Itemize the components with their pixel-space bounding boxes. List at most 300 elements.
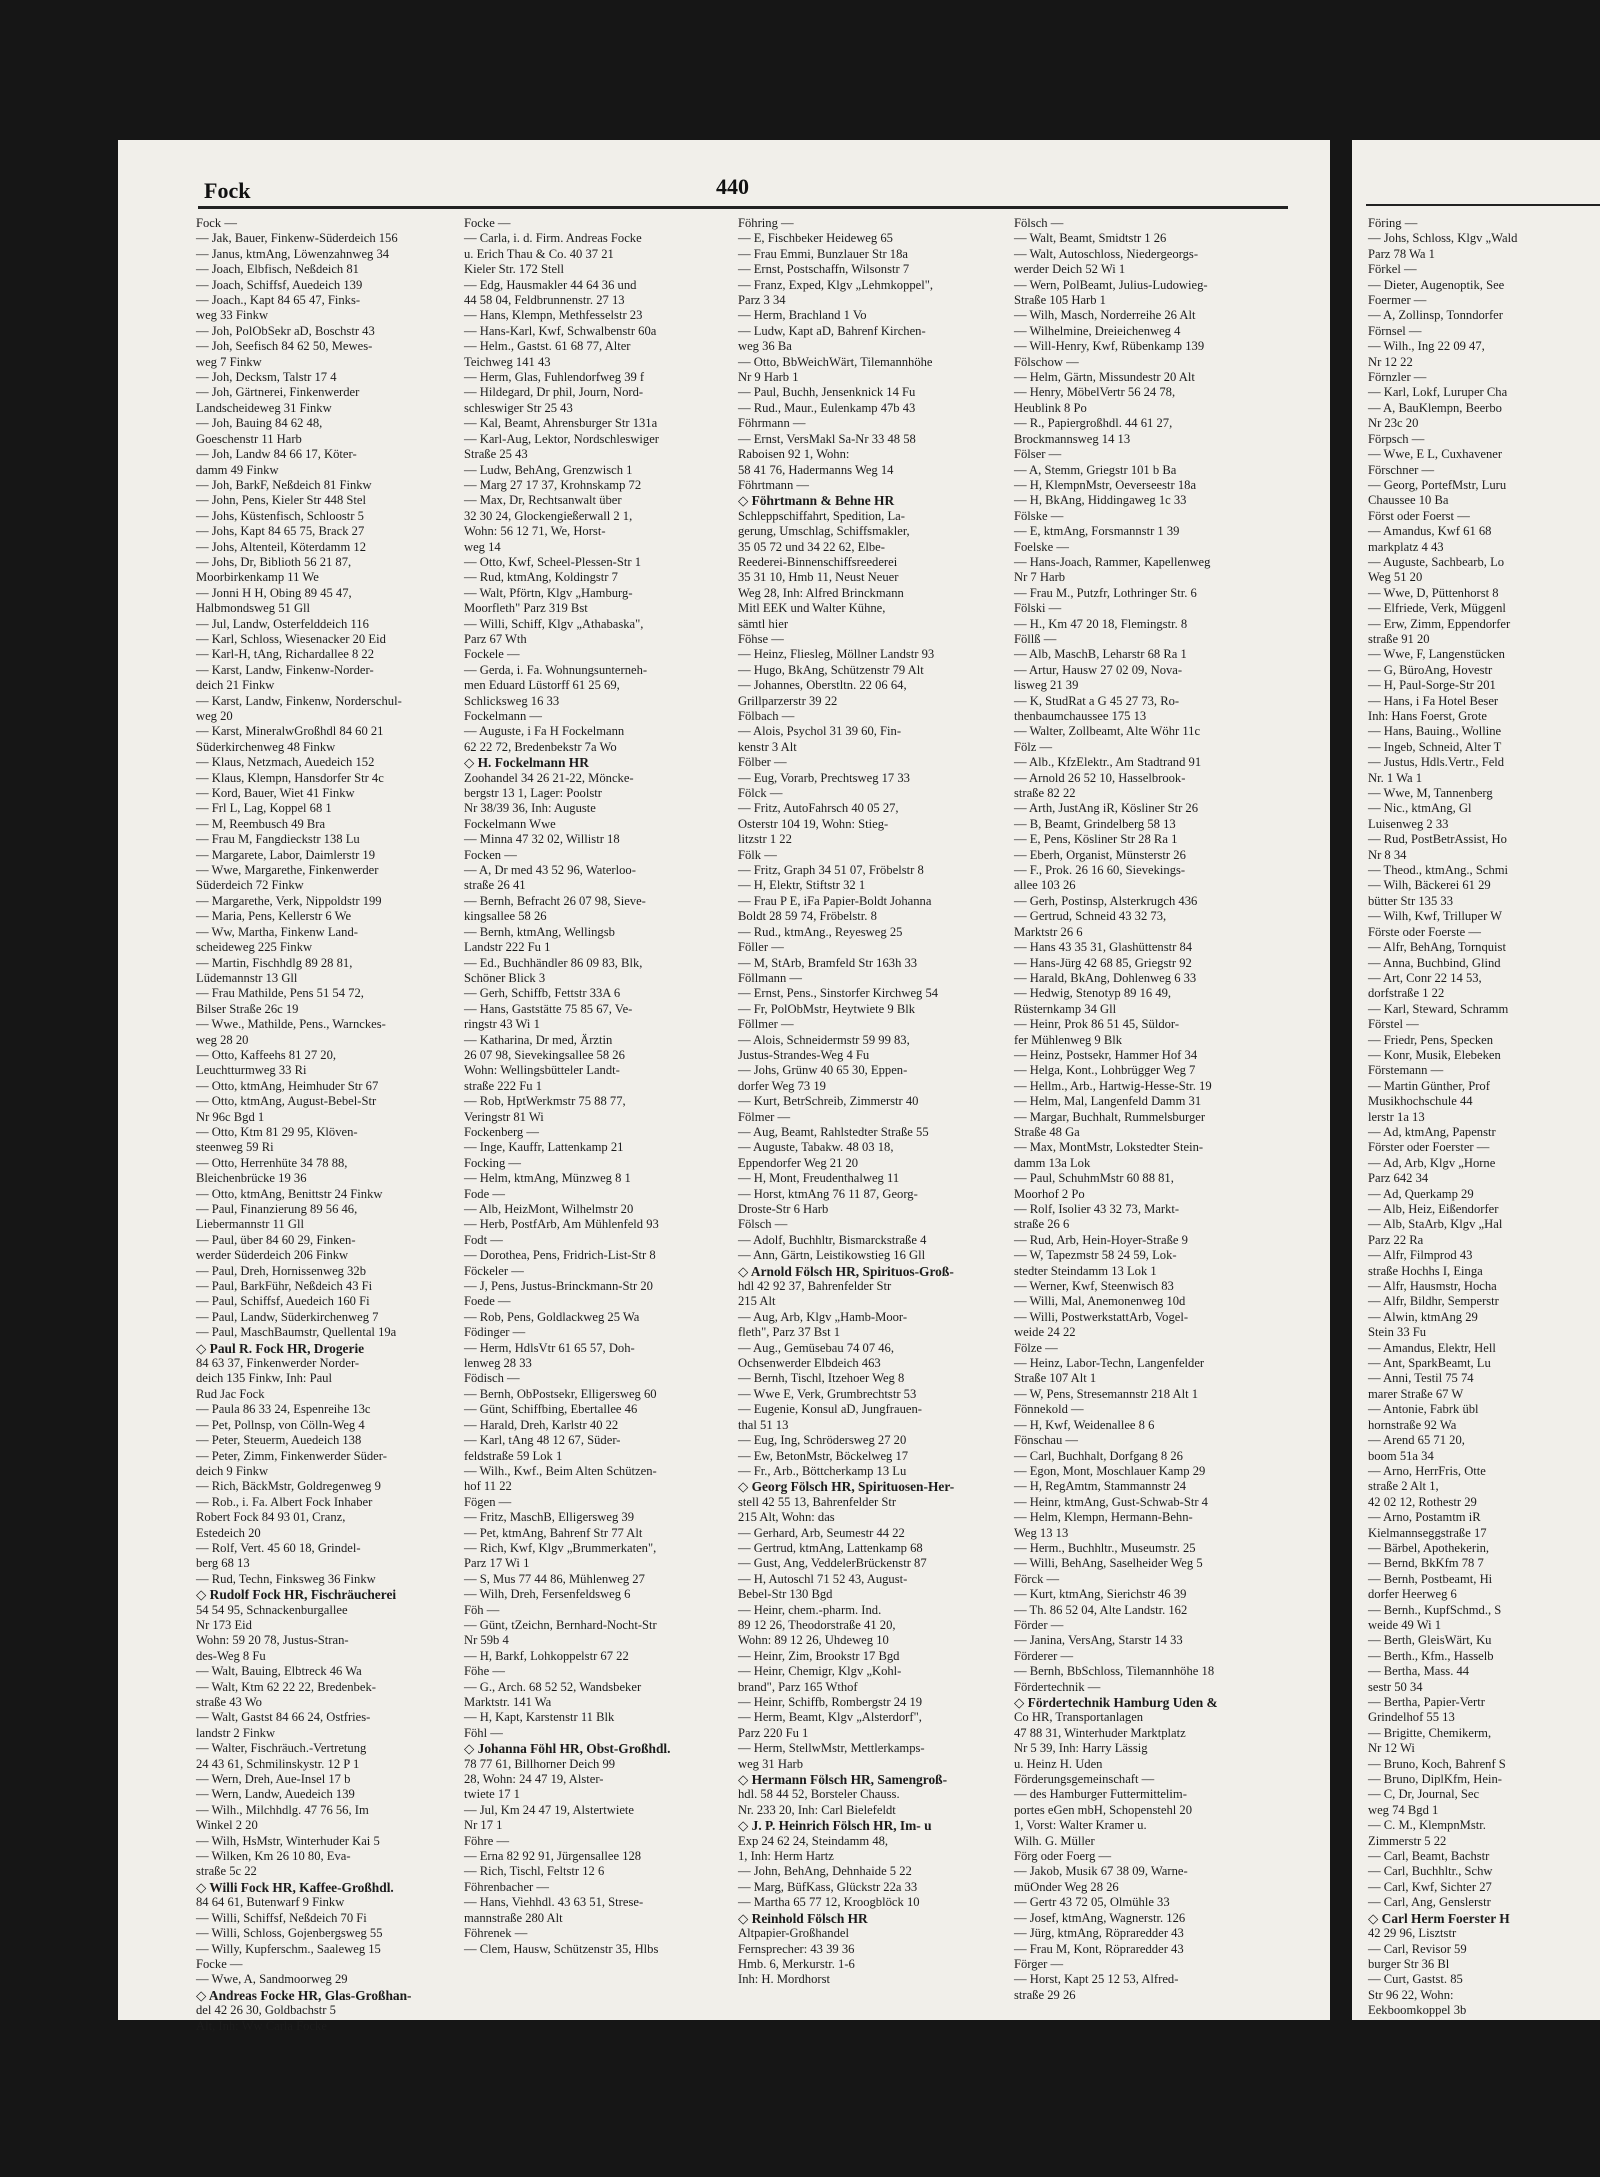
directory-line: — Arend 65 71 20, [1368, 1433, 1465, 1448]
directory-line: — Willi, BehAng, Saselheider Weg 5 [1014, 1556, 1203, 1571]
directory-line: — Rob, HptWerkmstr 75 88 77, [464, 1094, 626, 1109]
directory-line: — Georg, PortefMstr, Luru [1368, 477, 1507, 492]
directory-line: sämtl hier [738, 616, 789, 631]
directory-line: weg 74 Bgd 1 [1368, 1802, 1439, 1817]
directory-line: ◇ Andreas Focke HR, Glas-Großhan- [196, 1987, 412, 2003]
directory-line: — H, Mont, Freudenthalweg 11 [738, 1171, 900, 1186]
directory-line: — A, BauKlempn, Beerbo [1368, 400, 1502, 415]
directory-line: — Wilh, Kwf, Trilluper W [1368, 909, 1503, 924]
directory-line: — Jak, Bauer, Finkenw-Süderdeich 156 [196, 231, 398, 246]
directory-line: Schlicksweg 16 33 [464, 693, 560, 708]
directory-line: steenweg 59 Ri [196, 1140, 274, 1155]
directory-line: — H, KlempnMstr, Oeverseestr 18a [1014, 477, 1197, 492]
directory-line: Föckeler — [464, 1263, 524, 1278]
directory-line: — Rich, BäckMstr, Goldregenweg 9 [196, 1479, 381, 1494]
directory-line: Straße 25 43 [464, 447, 528, 462]
directory-line: — Helm, Klempn, Hermann-Behn- [1014, 1510, 1193, 1525]
directory-line: — Joh, Gärtnerei, Finkenwerder [196, 385, 360, 400]
directory-line: Liebermannstr 11 Gll [196, 1217, 304, 1232]
directory-line: — Anni, Testil 75 74 [1368, 1371, 1474, 1386]
directory-line: Fölski — [1014, 601, 1062, 616]
directory-line: ◇ Willi Fock HR, Kaffee-Großhdl. [196, 1879, 394, 1895]
directory-line: — G, BüroAng, Hovestr [1368, 662, 1493, 677]
directory-line: — Fritz, Graph 34 51 07, Fröbelstr 8 [738, 863, 924, 878]
directory-line: Mitl EEK und Walter Kühne, [738, 601, 886, 616]
directory-line: 42 02 12, Rothestr 29 [1368, 1494, 1477, 1509]
directory-line: — Pet, ktmAng, Bahrenf Str 77 Alt [464, 1525, 643, 1540]
directory-line: — Wilh., Milchhdlg. 47 76 56, Im [196, 1802, 369, 1817]
directory-line: — Otto, ktmAng, August-Bebel-Str [196, 1094, 377, 1109]
directory-line: — Arno, HerrFris, Otte [1368, 1463, 1486, 1478]
directory-line: Föhre — [464, 1833, 510, 1848]
directory-line: straße Hochhs I, Einga [1368, 1263, 1483, 1278]
directory-line: — Ernst, Postschaffn, Wilsonstr 7 [738, 262, 910, 277]
directory-line: — Paul, BarkFühr, Neßdeich 43 Fi [196, 1279, 373, 1294]
directory-line: 1, Inh: Herm Hartz [738, 1849, 834, 1864]
directory-line: Fockelmann — [464, 709, 542, 723]
directory-line: Fönschau — [1014, 1433, 1079, 1448]
directory-line: — Helm, Gärtn, Missundestr 20 Alt [1014, 370, 1195, 385]
directory-line: — Kurt, BetrSchreib, Zimmerstr 40 [738, 1094, 919, 1109]
directory-line: — Karst, Landw, Finkenw-Norder- [196, 662, 374, 677]
directory-line: — Paul, Schiffsf, Auedeich 160 Fi [196, 1294, 370, 1309]
directory-line: — Bruno, Koch, Bahrenf S [1368, 1756, 1506, 1771]
directory-line: Wohn: 56 12 71, We, Horst- [464, 524, 606, 539]
directory-line: — Wilh, Masch, Norderreihe 26 Alt [1014, 308, 1196, 323]
directory-line: Droste-Str 6 Harb [738, 1202, 829, 1216]
directory-line: gerung, Umschlag, Schiffsmakler, [738, 524, 910, 539]
directory-line: — Fr, PolObMstr, Heytwiete 9 Blk [738, 1001, 916, 1016]
directory-line: — Wwe, F, Langenstücken [1368, 647, 1505, 662]
directory-line: — Walt, Pförtn, Klgv „Hamburg- [464, 585, 633, 600]
directory-line: — Alb, Heiz, Eißendorfer [1368, 1202, 1499, 1216]
directory-line: — Joach, Schiffsf, Auedeich 139 [196, 277, 363, 292]
directory-line: — Marg, BüfKass, Glückstr 22a 33 [738, 1879, 918, 1894]
directory-line: weg 36 Ba [738, 339, 792, 354]
directory-line: Fölske — [1014, 508, 1064, 523]
directory-line: Boldt 28 59 74, Fröbelstr. 8 [738, 909, 877, 924]
directory-line: — Frau Mathilde, Pens 51 54 72, [196, 986, 364, 1001]
directory-line: 32 30 24, Glockengießerwall 2 1, [464, 508, 633, 523]
directory-line: — Bernh, Befracht 26 07 98, Sieve- [464, 893, 646, 908]
directory-line: — Max, MontMstr, Lokstedter Stein- [1014, 1140, 1204, 1155]
directory-line: — Ww, Martha, Finkenw Land- [196, 924, 358, 939]
directory-line: Stein 33 Fu [1368, 1325, 1427, 1340]
directory-line: — Wern, PolBeamt, Julius-Ludowieg- [1014, 277, 1208, 292]
directory-line: u. Heinz H. Uden [1014, 1756, 1103, 1771]
directory-line: — Hans 43 35 31, Glashüttenstr 84 [1014, 940, 1193, 955]
directory-line: — Katharina, Dr med, Ärztin [464, 1032, 613, 1047]
directory-line: — Johannes, Oberstltn. 22 06 64, [738, 678, 907, 693]
directory-line: — Alb, HeizMont, Wilhelmstr 20 [464, 1202, 634, 1216]
directory-line: — Rud, Techn, Finksweg 36 Finkw [196, 1571, 376, 1586]
directory-line: — Rud., ktmAng., Reyesweg 25 [738, 924, 903, 939]
directory-line: Förster oder Foerster — [1368, 1140, 1490, 1155]
directory-line: damm 13a Lok [1014, 1155, 1091, 1170]
directory-line: Fockelmann Wwe [464, 816, 556, 831]
directory-line: — Jul, Landw, Osterfelddeich 116 [196, 616, 369, 631]
directory-line: — Carl, Buchhltr., Schw [1368, 1864, 1493, 1879]
directory-line: — Wern, Dreh, Aue-Insel 17 b [196, 1772, 351, 1787]
directory-line: — E, Fischbeker Heideweg 65 [738, 231, 893, 246]
directory-line: — Pet, Pollnsp, von Cölln-Weg 4 [196, 1417, 365, 1432]
directory-line: — Hans-Jürg 42 68 85, Griegstr 92 [1014, 955, 1192, 970]
directory-line: hdl. 58 44 52, Borsteler Chauss. [738, 1787, 900, 1802]
directory-line: — Martha 65 77 12, Kroogblöck 10 [738, 1895, 920, 1910]
directory-line: — Peter, Zimm, Finkenwerder Süder- [196, 1448, 387, 1463]
directory-line: — J, Pens, Justus-Brinckmann-Str 20 [464, 1279, 653, 1294]
directory-line: — Rud., Maur., Eulenkamp 47b 43 [738, 400, 916, 415]
directory-line: werder Deich 52 Wi 1 [1014, 262, 1126, 277]
directory-line: Bebel-Str 130 Bgd [738, 1587, 833, 1602]
column-3 [738, 216, 1008, 1996]
directory-line: Justus-Strandes-Weg 4 Fu [738, 1047, 870, 1062]
directory-line: — Adolf, Buchhltr, Bismarckstraße 4 [738, 1232, 927, 1247]
directory-line: Förstemann — [1368, 1063, 1444, 1078]
directory-line: — Alwin, ktmAng 29 [1368, 1309, 1478, 1324]
directory-line: ◇ H. Fockelmann HR [464, 755, 589, 771]
directory-line: — Wwe, D, Püttenhorst 8 [1368, 585, 1499, 600]
directory-line: — Hans, i Fa Hotel Beser [1368, 693, 1499, 708]
directory-line: Rüsternkamp 34 Gll [1014, 1001, 1117, 1016]
directory-line: — Paul, Landw, Süderkirchenweg 7 [196, 1309, 379, 1324]
directory-line: — Wern, Landw, Auedeich 139 [196, 1787, 355, 1802]
directory-line: — Ant, SparkBeamt, Lu [1368, 1356, 1491, 1371]
column-4 [1014, 216, 1290, 2002]
directory-line: straße 26 41 [464, 878, 526, 893]
directory-line: — Peter, Steuerm, Auedeich 138 [196, 1433, 362, 1448]
directory-line: — Joach., Kapt 84 65 47, Finks- [196, 293, 361, 308]
directory-line: Fölser — [1014, 447, 1062, 462]
directory-line: landstr 2 Finkw [196, 1725, 276, 1740]
directory-line: straße 26 6 [1014, 1217, 1070, 1232]
directory-line: Fördertechnik — [1014, 1679, 1101, 1694]
directory-line: Parz 17 Wi 1 [464, 1556, 530, 1571]
directory-line: — Artur, Hausw 27 02 09, Nova- [1014, 662, 1183, 677]
directory-line: — Wwe, A, Sandmoorweg 29 [196, 1972, 348, 1987]
directory-line: Zoohandel 34 26 21-22, Möncke- [464, 770, 634, 785]
directory-line: — Walt, Ktm 62 22 22, Bredenbek- [196, 1679, 376, 1694]
directory-line: berg 68 13 [196, 1556, 250, 1571]
directory-line: ◇ Georg Fölsch HR, Spirituosen-Her- [738, 1479, 955, 1495]
directory-line: Bilser Straße 26c 19 [196, 1001, 299, 1016]
directory-line: — Gerh, Postinsp, Alsterkrugch 436 [1014, 893, 1198, 908]
directory-line: — Karl, Lokf, Luruper Cha [1368, 385, 1508, 400]
directory-line: — H, Barkf, Lohkoppelstr 67 22 [464, 1648, 629, 1663]
directory-line: — Ludw, Kapt aD, Bahrenf Kirchen- [738, 323, 926, 338]
column-5 [1368, 216, 1600, 2018]
directory-line: Kieler Str. 172 Stell [464, 262, 565, 277]
directory-line: — Gerhard, Arb, Seumestr 44 22 [738, 1525, 905, 1540]
directory-line: — Aug, Beamt, Rahlstedter Straße 55 [738, 1124, 929, 1139]
directory-line: — Alb, MaschB, Leharstr 68 Ra 1 [1014, 647, 1187, 662]
directory-line: — Clem, Hausw, Schützenstr 35, Hlbs [464, 1941, 659, 1956]
directory-line: — Edg, Hausmakler 44 64 36 und [464, 277, 637, 292]
directory-line: 35 31 10, Hmb 11, Neust Neuer [738, 570, 899, 585]
directory-line: — Jul, Km 24 47 19, Alstertwiete [464, 1802, 635, 1817]
directory-line: Halbmondsweg 51 Gll [196, 601, 311, 616]
directory-line: — Hans, Gaststätte 75 85 67, Ve- [464, 1001, 633, 1016]
directory-line: — Heinr, chem.-pharm. Ind. [738, 1602, 882, 1617]
directory-line: Veringstr 81 Wi [464, 1109, 544, 1124]
directory-line: — Brigitte, Chemikerm, [1368, 1725, 1492, 1740]
directory-line: — Margar, Buchhalt, Rummelsburger [1014, 1109, 1206, 1124]
directory-line: — Otto, Kwf, Scheel-Plessen-Str 1 [464, 554, 641, 569]
directory-line: — Herb, PostfArb, Am Mühlenfeld 93 [464, 1217, 659, 1232]
directory-line: — Willy, Kupferschm., Saaleweg 15 [196, 1941, 381, 1956]
directory-line: — Frau M, Fangdieckstr 138 Lu [196, 832, 360, 847]
directory-line: — Dorothea, Pens, Fridrich-List-Str 8 [464, 1248, 656, 1263]
directory-line: — Henry, MöbelVertr 56 24 78, [1014, 385, 1176, 400]
directory-line: — S, Mus 77 44 86, Mühlenweg 27 [464, 1571, 645, 1586]
directory-line: Fölber — [738, 755, 787, 770]
directory-line: deich 9 Finkw [196, 1463, 269, 1478]
directory-line: — Gerda, i. Fa. Wohnungsunterneh- [464, 662, 648, 677]
directory-line: Föh — [464, 1602, 500, 1617]
directory-line: — Fritz, AutoFahrsch 40 05 27, [738, 801, 899, 816]
directory-line: — Klaus, Netzmach, Auedeich 152 [196, 755, 375, 770]
directory-line: — Alois, Schneidermstr 59 99 83, [738, 1032, 910, 1047]
directory-line: — Gertrud, ktmAng, Lattenkamp 68 [738, 1540, 923, 1555]
directory-line: Födinger — [464, 1325, 526, 1340]
directory-line: — Rud, PostBetrAssist, Ho [1368, 832, 1507, 847]
directory-line: — Maria, Pens, Kellerstr 6 We [196, 909, 352, 924]
directory-line: straße 29 26 [1014, 1987, 1076, 2002]
directory-line: Föhl — [464, 1725, 503, 1740]
directory-line: — Inge, Kauffr, Lattenkamp 21 [464, 1140, 624, 1155]
directory-line: ◇ Arnold Fölsch HR, Spirituos-Groß- [738, 1263, 954, 1279]
directory-line: — Otto, Herrenhüte 34 78 88, [196, 1155, 348, 1170]
directory-line: — M, Reembusch 49 Bra [196, 816, 326, 831]
directory-line: — Konr, Musik, Elebeken [1368, 1047, 1501, 1062]
directory-line: straße 2 Alt 1, [1368, 1479, 1439, 1494]
directory-line: hdl 42 92 37, Bahrenfelder Str [738, 1279, 892, 1294]
page-number: 440 [716, 174, 749, 199]
directory-line: boom 51a 34 [1368, 1448, 1434, 1463]
directory-line: bergstr 13 1, Lager: Poolstr [464, 786, 602, 801]
directory-line: — Otto, BbWeichWärt, Tilemannhöhe [738, 354, 933, 369]
directory-line: — Arno, Postamtm iR [1368, 1510, 1481, 1525]
directory-line: Inh: H. Mordhorst [738, 1972, 830, 1987]
directory-line: — Janina, VersAng, Starstr 14 33 [1014, 1633, 1183, 1648]
directory-line: dorfstraße 1 22 [1368, 986, 1445, 1001]
directory-line: — Carl, Buchhalt, Dorfgang 8 26 [1014, 1448, 1183, 1463]
directory-line: — Heinz, Labor-Techn, Langenfelder [1014, 1356, 1205, 1371]
directory-line: — Marg 27 17 37, Krohnskamp 72 [464, 477, 642, 492]
directory-line: — Ew, BetonMstr, Böckelweg 17 [738, 1448, 909, 1463]
directory-line: sestr 50 34 [1368, 1679, 1423, 1694]
directory-line: Nr. 1 Wa 1 [1368, 770, 1423, 785]
directory-line: Wohn: 89 12 26, Uhdeweg 10 [738, 1633, 889, 1648]
directory-line: — Herm, Glas, Fuhlendorfweg 39 f [464, 370, 645, 385]
directory-line: 215 Alt, Wohn: das [738, 1510, 835, 1525]
directory-line: Foelske — [1014, 539, 1069, 554]
directory-line: — Gust, Ang, VeddelerBrückenstr 87 [738, 1556, 927, 1571]
directory-line: — Ad, ktmAng, Papenstr [1368, 1124, 1496, 1139]
directory-line: — Martin Günther, Prof [1368, 1078, 1490, 1093]
directory-line: — Aug., Gemüsebau 74 07 46, [738, 1340, 895, 1355]
directory-line: thal 51 13 [738, 1417, 789, 1432]
directory-line: dorfer Heerweg 6 [1368, 1587, 1457, 1602]
directory-line: Moorhof 2 Po [1014, 1186, 1085, 1201]
directory-line: 28, Wohn: 24 47 19, Alster- [464, 1772, 604, 1787]
directory-line: — Paul, Buchh, Jensenknick 14 Fu [738, 385, 916, 400]
directory-line: — Rob., i. Fa. Albert Fock Inhaber [196, 1494, 373, 1509]
directory-line: weide 49 Wi 1 [1368, 1617, 1442, 1632]
directory-line: — Karl, Schloss, Wiesenacker 20 Eid [196, 631, 386, 646]
directory-line: ◇ Fördertechnik Hamburg Uden & [1014, 1695, 1218, 1710]
directory-line: — Hans, Viehhdl. 43 63 51, Strese- [464, 1895, 644, 1910]
running-head: Fock [204, 178, 251, 203]
directory-line: Focke — [464, 216, 511, 230]
directory-line: Nr 8 34 [1368, 847, 1407, 862]
directory-line: Inh: Hans Foerst, Grote [1368, 709, 1487, 723]
directory-line: — E, ktmAng, Forsmannstr 1 39 [1014, 524, 1180, 539]
directory-line: — Herm, HdlsVtr 61 65 57, Doh- [464, 1340, 635, 1355]
directory-line: — Carl, Revisor 59 [1368, 1941, 1467, 1956]
directory-line: Parz 642 34 [1368, 1171, 1429, 1186]
directory-line: scheideweg 225 Finkw [196, 940, 313, 955]
directory-line: — H, Paul-Sorge-Str 201 [1368, 678, 1496, 693]
directory-line: — C. M., KlempnMstr. [1368, 1818, 1486, 1833]
directory-line: 58 41 76, Hadermanns Weg 14 [738, 462, 894, 477]
directory-line: Alt, Inh: Ww Carla Focke [196, 2018, 327, 2033]
directory-line: Zimmerstr 5 22 [1368, 1833, 1447, 1848]
directory-line: — Gerh, Schiffb, Fettstr 33A 6 [464, 986, 621, 1001]
directory-line: — Otto, Kaffeehs 81 27 20, [196, 1047, 337, 1062]
directory-line: Kielmannseggstraße 17 [1368, 1525, 1487, 1540]
directory-line: 84 64 61, Butenwarf 9 Finkw [196, 1895, 345, 1910]
directory-line: ◇ Johanna Föhl HR, Obst-Großhdl. [464, 1741, 671, 1757]
directory-line: Lüdemannstr 13 Gll [196, 970, 298, 985]
directory-line: Föring — [1368, 216, 1418, 230]
directory-line: 62 22 72, Bredenbekstr 7a Wo [464, 739, 617, 754]
directory-line: — Gertr 43 72 05, Olmühle 33 [1014, 1895, 1170, 1910]
directory-line: Exp 24 62 24, Steindamm 48, [738, 1833, 889, 1848]
directory-line: — Otto, ktmAng, Benittstr 24 Finkw [196, 1186, 383, 1201]
directory-line: — Johs, Dr, Biblioth 56 21 87, [196, 554, 352, 569]
directory-line: — Eug, Vorarb, Prechtsweg 17 33 [738, 770, 910, 785]
directory-line: — Heinr, Zim, Brookstr 17 Bgd [738, 1648, 900, 1663]
directory-line: — Günt, tZeichn, Bernhard-Nocht-Str [464, 1617, 657, 1632]
directory-line: — Wilh, HsMstr, Winterhuder Kai 5 [196, 1833, 380, 1848]
directory-line: — Frau Emmi, Bunzlauer Str 18a [738, 246, 908, 261]
header-rule [198, 206, 1288, 209]
directory-line: Förg oder Foerg — [1014, 1849, 1112, 1864]
directory-line: — Johs, Grünw 40 65 30, Eppen- [738, 1063, 908, 1078]
directory-line: — Herm, Brachland 1 Vo [738, 308, 867, 323]
directory-line: Förkel — [1368, 262, 1417, 277]
directory-line: — G., Arch. 68 52 52, Wandsbeker [464, 1679, 642, 1694]
directory-line: — Anna, Buchbind, Glind [1368, 955, 1501, 970]
directory-line: Fölsch — [1014, 216, 1064, 230]
directory-line: Nr 38/39 36, Inh: Auguste [464, 801, 596, 816]
directory-line: weide 24 22 [1014, 1325, 1076, 1340]
directory-line: — John, BehAng, Dehnhaide 5 22 [738, 1864, 912, 1879]
directory-line: — Bruno, DiplKfm, Hein- [1368, 1772, 1502, 1787]
facing-page-fragment [1352, 140, 1600, 2020]
directory-line: — Janus, ktmAng, Löwenzahnweg 34 [196, 246, 390, 261]
directory-line: — Auguste, Tabakw. 48 03 18, [738, 1140, 894, 1155]
directory-line: 47 88 31, Winterhuder Marktplatz [1014, 1725, 1186, 1740]
directory-line: Föllß — [1014, 631, 1057, 646]
directory-line: — Auguste, i Fa H Fockelmann [464, 724, 625, 739]
directory-line: — Jürg, ktmAng, Röpraredder 43 [1014, 1926, 1184, 1941]
directory-line: lenweg 28 33 [464, 1356, 532, 1371]
directory-line: — Rolf, Vert. 45 60 18, Grindel- [196, 1540, 361, 1555]
directory-line: men Eduard Lüstorff 61 25 69, [464, 678, 620, 693]
directory-line: Focking — [464, 1155, 522, 1170]
directory-line: Nr 12 Wi [1368, 1741, 1415, 1756]
directory-line: deich 135 Finkw, Inh: Paul [196, 1371, 332, 1386]
directory-line: — Margarete, Labor, Daimlerstr 19 [196, 847, 376, 862]
directory-line: — Carla, i. d. Firm. Andreas Focke [464, 231, 642, 246]
directory-line: stell 42 55 13, Bahrenfelder Str [738, 1494, 897, 1509]
directory-line: — Walt, Beamt, Smidtstr 1 26 [1014, 231, 1167, 246]
directory-line: mannstraße 280 Alt [464, 1910, 563, 1925]
directory-line: Fölmer — [738, 1109, 791, 1124]
directory-line: Nr 9 Harb 1 [738, 370, 799, 385]
directory-line: — Heinr, Schiffb, Rombergstr 24 19 [738, 1695, 923, 1709]
directory-line: — Bertha, Mass. 44 [1368, 1664, 1470, 1679]
directory-line: — Paul, über 84 60 29, Finken- [196, 1232, 356, 1247]
directory-line: Nr 12 22 [1368, 354, 1413, 369]
directory-line: Bleichenbrücke 19 36 [196, 1171, 307, 1186]
directory-line: — Berth., Kfm., Hasselb [1368, 1648, 1494, 1663]
directory-line: — Helm, ktmAng, Münzweg 8 1 [464, 1171, 631, 1186]
directory-line: Focke — [196, 1956, 243, 1971]
directory-line: Parz 78 Wa 1 [1368, 246, 1435, 261]
directory-line: Förger — [1014, 1956, 1064, 1971]
directory-line: Först oder Foerst — [1368, 508, 1470, 523]
directory-line: Förste oder Foerste — [1368, 924, 1481, 939]
directory-line: straße 222 Fu 1 [464, 1078, 543, 1093]
directory-line: — R., Papiergroßhdl. 44 61 27, [1014, 416, 1173, 431]
directory-line: — Karst, MineralwGroßhdl 84 60 21 [196, 724, 384, 739]
directory-line: — Eug, Ing, Schrödersweg 27 20 [738, 1433, 907, 1448]
directory-line: — Wwe E, Verk, Grumbrechtstr 53 [738, 1386, 917, 1401]
directory-line: — Wwe, Margarethe, Finkenwerder [196, 863, 379, 878]
directory-line: Förpsch — [1368, 431, 1425, 446]
directory-line: Rud Jac Fock [196, 1386, 265, 1401]
directory-line: ◇ Föhrtmann & Behne HR [738, 493, 895, 509]
directory-line: Fernsprecher: 43 39 36 [738, 1941, 855, 1956]
directory-line: — Eberh, Organist, Münsterstr 26 [1014, 847, 1186, 862]
directory-line: weg 28 20 [196, 1032, 249, 1047]
directory-line: — Alfr, Hausmstr, Hocha [1368, 1279, 1497, 1294]
directory-line: 35 05 72 und 34 22 62, Elbe- [738, 539, 885, 554]
directory-line: straße 91 20 [1368, 631, 1430, 646]
directory-line: 89 12 26, Theodorstraße 41 20, [738, 1617, 896, 1632]
directory-line: — H, RegAmtm, Stammannstr 24 [1014, 1479, 1187, 1494]
directory-line: Nr 23c 20 [1368, 416, 1419, 431]
column-1 [196, 216, 458, 2033]
directory-line: — Frau M., Putzfr, Lothringer Str. 6 [1014, 585, 1197, 600]
directory-line: weg 20 [196, 709, 233, 723]
directory-line: Raboisen 92 1, Wohn: [738, 447, 850, 462]
directory-line: Moorbirkenkamp 11 We [196, 570, 319, 585]
directory-line: hornstraße 92 Wa [1368, 1417, 1457, 1432]
directory-line: — E, Pens, Kösliner Str 28 Ra 1 [1014, 832, 1178, 847]
directory-line: — Alb, StaArb, Klgv „Hal [1368, 1217, 1503, 1232]
directory-line: — Otto, Ktm 81 29 95, Klöven- [196, 1124, 358, 1139]
directory-line: — Karst, Landw, Finkenw, Norderschul- [196, 693, 402, 708]
directory-line: — Wwe., Mathilde, Pens., Warnckes- [196, 1017, 386, 1032]
directory-line: — Bernh, BbSchloss, Tilemannhöhe 18 [1014, 1664, 1215, 1679]
directory-line: Parz 22 Ra [1368, 1232, 1424, 1247]
directory-line: — Rich, Tischl, Feltstr 12 6 [464, 1864, 605, 1879]
directory-line: — Willi, Mal, Anemonenweg 10d [1014, 1294, 1186, 1309]
